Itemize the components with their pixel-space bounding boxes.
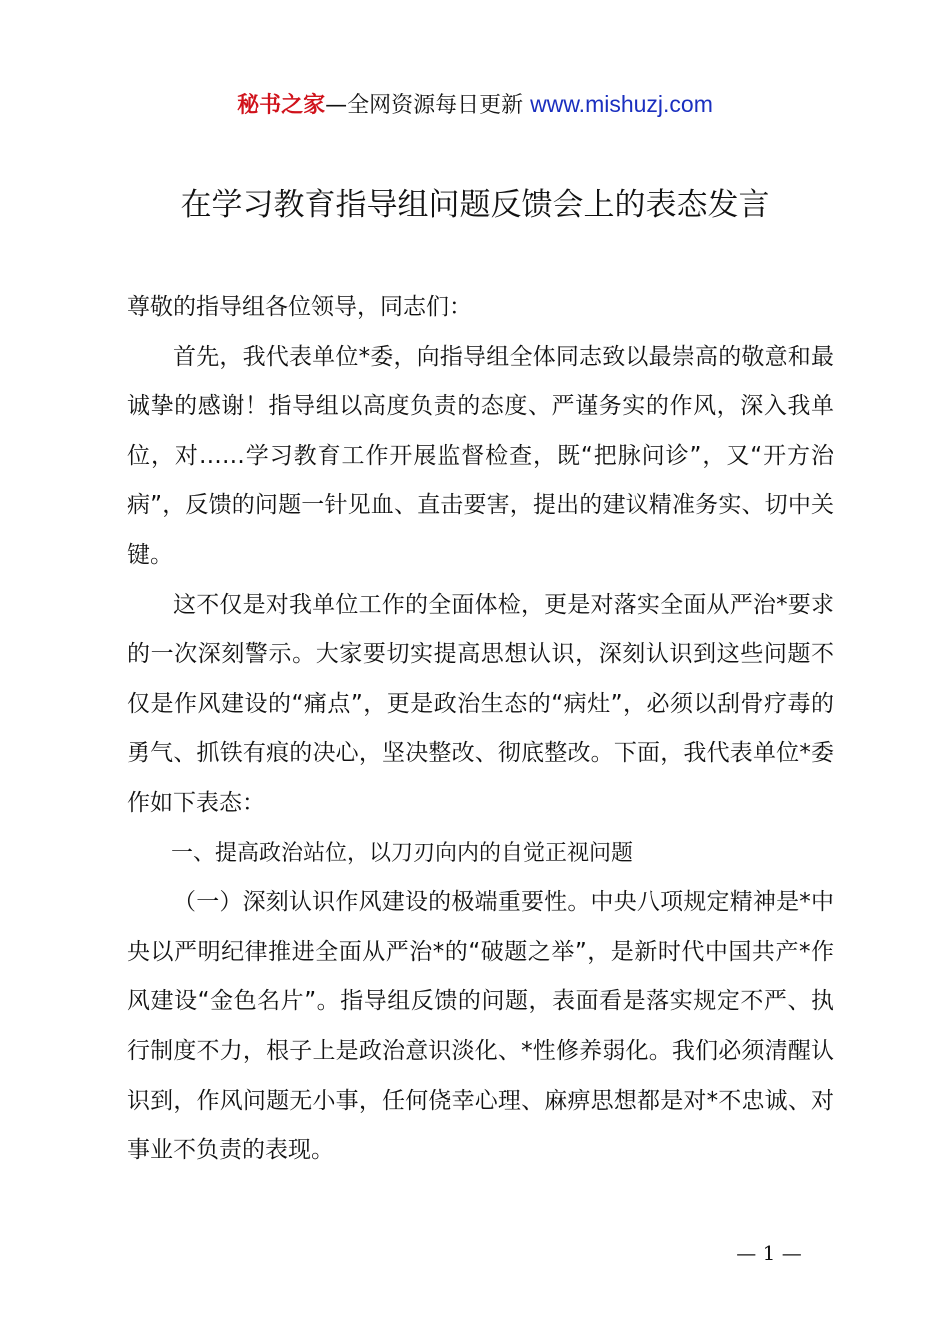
section-heading: 一、提高政治站位，以刀刃向内的自觉正视问题 <box>171 840 634 866</box>
subsection-paragraph: （一）深刻认识作风建设的极端重要性。中央八项规定精神是*中央以严明纪律推进全面从严治*的“破题之举”，是新时代中国共产*作风建设“金色名片”。指导组反馈的问题，表面看是落实规定不严、执行制度不力，根子上是政治意识淡化、*性修养弱化。我们必须清醒认识到，作风问题无小事，任何侥幸心理、麻痹思想都是对*不忠诚、对事业不负责的表现。 <box>127 889 834 1164</box>
site-header <box>0 88 950 122</box>
page-number: — 1 — <box>736 1241 802 1265</box>
brand-name: 秘书之家 <box>237 93 326 118</box>
salutation: 尊敬的指导组各位领导，同志们： <box>127 294 472 320</box>
header-tagline: —全网资源每日更新 <box>325 93 524 118</box>
site-url-link[interactable]: www.mishuzj.com <box>530 91 713 117</box>
paragraph: 这不仅是对我单位工作的全面体检，更是对落实全面从严治*要求的一次深刻警示。大家要切实提高思想认识，深刻认识到这些问题不仅是作风建设的“痛点”，更是政治生态的“病灶”，必须以刮骨疗毒的勇气、抓铁有痕的决心，坚决整改、彻底整改。下面，我代表单位*委作如下表态： <box>127 591 834 816</box>
document-body <box>127 283 834 1176</box>
paragraph: 首先，我代表单位*委，向指导组全体同志致以最崇高的敬意和最诚挚的感谢！指导组以高度负责的态度、严谨务实的作风，深入我单位，对……学习教育工作开展监督检查，既“把脉问诊”，又“开方治病”，反馈的问题一针见血、直击要害，提出的建议精准务实、切中关键。 <box>127 343 834 568</box>
document-title: 在学习教育指导组问题反馈会上的表态发言 <box>180 187 770 223</box>
